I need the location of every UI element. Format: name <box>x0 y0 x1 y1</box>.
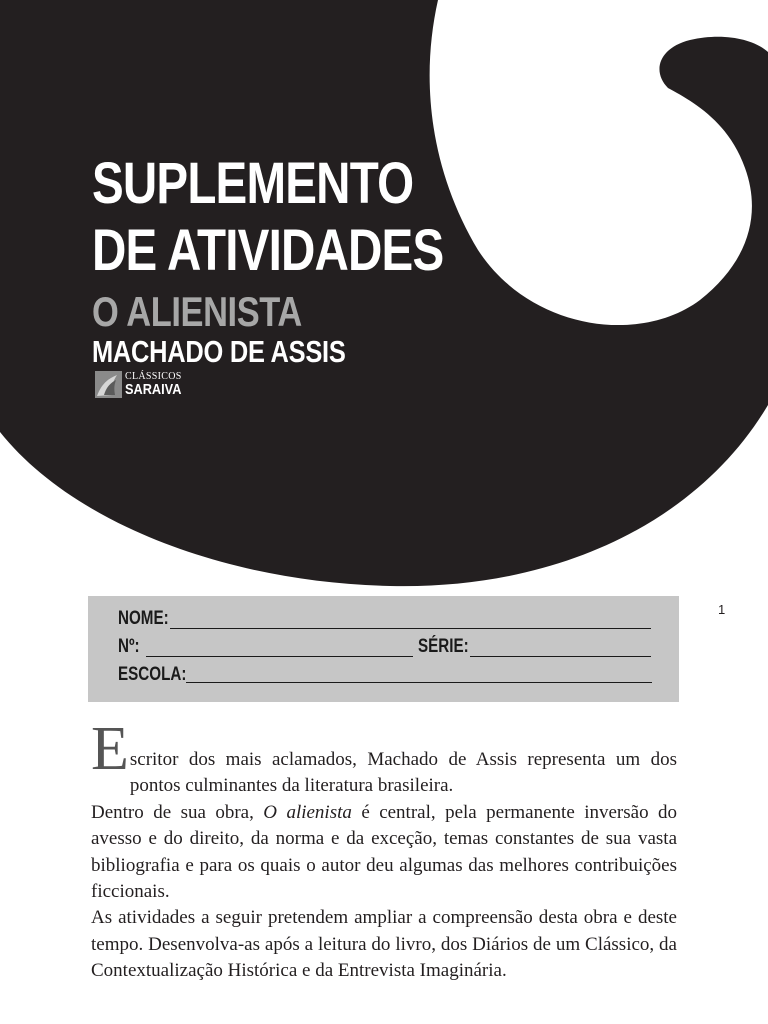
title-line-2: DE ATIVIDADES <box>92 218 444 283</box>
supplement-title <box>92 150 521 284</box>
number-label: Nº: <box>118 636 140 657</box>
grade-label: SÉRIE: <box>418 636 469 657</box>
page-number: 1 <box>718 602 726 617</box>
intro-text <box>91 715 678 985</box>
name-label: NOME: <box>118 608 169 629</box>
paragraph-2-end: é central, pela permanente inversão do avesso e do direito, da norma e da exceção, temas constantes de sua vasta bibliografia e para os quais o autor deu algumas das melhores contribuições ficcionais. <box>91 801 678 903</box>
drop-cap: E <box>91 715 129 783</box>
grade-field[interactable] <box>470 656 651 657</box>
school-field[interactable] <box>186 682 652 683</box>
book-title-italic: O alienista <box>263 801 352 823</box>
number-field[interactable] <box>146 656 413 657</box>
book-title: O ALIENISTA <box>92 288 302 335</box>
publisher-logo <box>95 370 191 398</box>
paragraph-1-text: scritor dos mais aclamados, Machado de Assis representa um dos pontos culminantes da literatura brasileira. <box>129 749 677 797</box>
logo-mark-icon <box>95 371 122 398</box>
intro-paragraph-3: As atividades a seguir pretendem ampliar a compreensão desta obra e deste tempo. Desenvolva-as após a leitura do livro, dos Diários de um Clássico, da Contextualização Histórica e da Entrevista Imaginária. <box>91 907 677 982</box>
paragraph-2-start: Dentro de sua obra, <box>91 801 264 823</box>
logo-text-bottom: SARAIVA <box>125 380 182 398</box>
title-line-1: SUPLEMENTO <box>92 151 414 216</box>
name-field[interactable] <box>170 628 651 629</box>
student-info-form <box>88 596 679 702</box>
school-label: ESCOLA: <box>118 664 187 685</box>
author-name: MACHADO DE ASSIS <box>92 334 346 369</box>
intro-paragraph-2 <box>91 800 677 906</box>
intro-paragraph-1 <box>91 715 677 800</box>
logo-text-top: CLÁSSICOS <box>125 370 182 382</box>
